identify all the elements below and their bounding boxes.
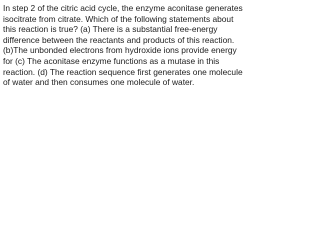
question-line: for (c) The aconitase enzyme functions as a mutase in this [3,55,220,66]
question-line: this reaction is true? (a) There is a substantial free-energy [3,24,218,35]
question-line: reaction. (d) The reaction sequence first generates one molecule [3,66,243,77]
question-line: (b)The unbonded electrons from hydroxide ions provide energy [3,45,237,56]
question-line: difference between the reactants and products of this reaction. [3,34,235,45]
question-text [3,3,243,88]
question-line: of water and then consumes one molecule of water. [3,77,195,88]
question-line: isocitrate from citrate. Which of the following statements about [3,13,234,24]
question-line: In step 2 of the citric acid cycle, the enzyme aconitase generates [3,3,243,13]
